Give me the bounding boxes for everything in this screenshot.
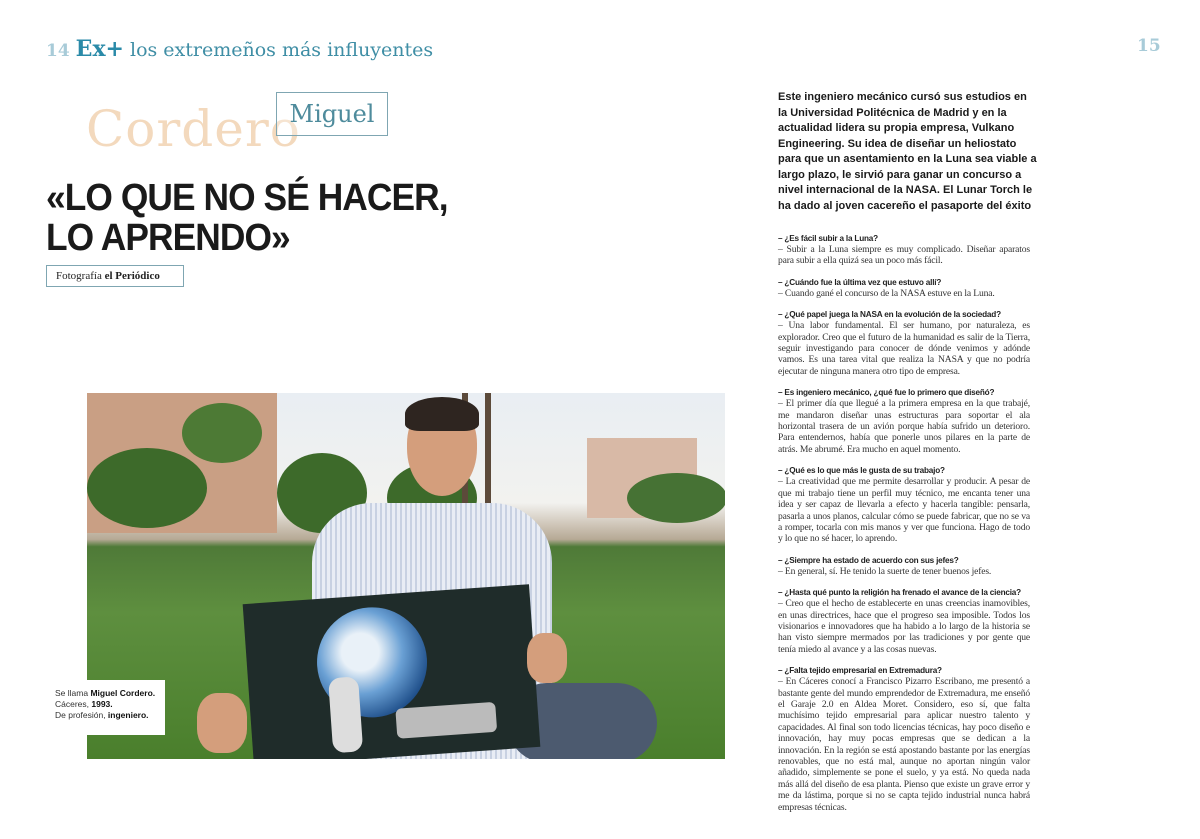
intro-paragraph: Este ingeniero mecánico cursó sus estudios en la Universidad Politécnica de Madrid y en la actualidad lidera su propia empresa, Vulkano Engineering. Su idea de diseñar un heliostato para que un asentamiento en la Luna sea viable a largo plazo, le sirvió para ganar un concurso a nivel internacional de la NASA. El Lunar Torch le ha dado al joven cacereño el pasaporte del éxito <box>778 91 1037 212</box>
answer: – En general, sí. He tenido la suerte de tener buenos jefes. <box>778 565 992 577</box>
tree <box>627 473 725 523</box>
headline <box>46 178 448 258</box>
qa-item <box>778 233 1030 267</box>
question: – ¿Falta tejido empresarial en Extremadura? <box>778 666 942 676</box>
astronaut-image <box>328 676 363 753</box>
headline-line-2: LO APRENDO» <box>46 217 290 259</box>
caption-job: ingeniero. <box>107 710 149 720</box>
answer: – Subir a la Luna siempre es muy complicado. Diseñar aparatos para subir a ella quizá sea un poco más fácil. <box>778 244 1030 267</box>
section-title: los extremeños más influyentes <box>130 39 434 61</box>
qa-item <box>778 309 1030 377</box>
question: – ¿Cuándo fue la última vez que estuvo allí? <box>778 277 942 287</box>
question: – ¿Siempre ha estado de acuerdo con sus jefes? <box>778 555 959 565</box>
rover-image <box>395 702 497 739</box>
first-name: Miguel <box>276 92 388 136</box>
tree <box>182 403 262 463</box>
answer: – Creo que el hecho de establecerte en unas creencias inamovibles, en unas directrices, hace que el progreso sea imposible. Todos los visionarios e innovadores que ha habido a lo largo de la historia se han visto siempre mermados por las tradiciones y por gente que tenía miedo al avance y a las cosas nuevas. <box>778 598 1030 655</box>
credit-label: Fotografía <box>56 270 102 282</box>
answer: – El primer día que llegué a la primera empresa en la que trabajé, me mandaron diseñar unas estructuras para soportar el ala horizontal trasera de un avión porque había sufrido un deterioro. Para entendernos, había que ponerle unos pilares en la parte de atrás. Me abrumé. Era mucho en aquel momento. <box>778 398 1030 455</box>
credit-source: el Periódico <box>104 270 160 282</box>
question: – ¿Qué es lo que más le gusta de su trabajo? <box>778 466 945 476</box>
photo-caption <box>52 680 165 735</box>
qa-item <box>778 555 1030 577</box>
caption-text: Cáceres, <box>55 699 92 709</box>
question: – ¿Hasta qué punto la religión ha frenado el avance de la ciencia? <box>778 588 1021 598</box>
photo-credit <box>46 265 184 287</box>
answer: – La creatividad que me permite desarrollar y producir. A pesar de que mi trabajo tiene un perfil muy técnico, me encanta tener una idea y ser capaz de llevarla a efecto y hacerla tangible: pensarla, pasarla a unos planos, calcular cómo se puede fabricar, que no se va a romper, tocarla con mis manos y ver que funciona. Hago de todo y lo que no sé hacer, lo aprendo. <box>778 476 1030 545</box>
qa-item <box>778 587 1030 655</box>
qa-item <box>778 665 1030 813</box>
caption-year: 1993. <box>91 699 113 709</box>
caption-name: Miguel Cordero. <box>90 688 156 698</box>
page-number-left: 14 <box>46 41 70 61</box>
question: – Es ingeniero mecánico, ¿qué fue lo primero que diseñó? <box>778 388 995 398</box>
left-hand <box>197 693 247 753</box>
brand-logo: Ex+ <box>75 36 124 62</box>
headline-line-1: «LO QUE NO SÉ HACER, <box>46 177 448 219</box>
surname: Cordero <box>86 100 301 158</box>
answer: – En Cáceres conocí a Francisco Pizarro Escribano, me presentó a bastante gente del mundo emprendedor de Extremadura, me enseñó el Garaje 2.0 en Aldea Moret. Considero, eso sí, que falta muchísimo tejido empresarial para aplicar nuestro talento y capacidades. Al final son todo licencias técnicas, hay poco diseño e innovación, hay muy pocas empresas que se dedican a la innovación. En la región se está apostando bastante por las energías renovables, que no está mal, aunque no aportan ningún valor añadido, simplemente se pone el suelo, y ya está. No queda nada más allá del diseño de esa planta. Pienso que existe un grave error y me da lástima, porque si no se capta tejido industrial nunca habrá empresas técnicas. <box>778 676 1030 813</box>
answer: – Una labor fundamental. El ser humano, por naturaleza, es explorador. Creo que el futuro de la humanidad es salir de la Tierra, seguir investigando para conocer de dónde venimos y adónde vamos. Es una tarea vital que realiza la NASA y que no podría ejecutar de ninguna manera otro tipo de empresa. <box>778 320 1030 377</box>
qa-item <box>778 465 1030 544</box>
caption-text: De profesión, <box>55 710 108 720</box>
page-header <box>46 36 433 62</box>
qa-item <box>778 387 1030 455</box>
person-hair <box>405 397 479 431</box>
interview-qa <box>778 233 1030 823</box>
tree <box>87 448 207 528</box>
portrait-photo <box>87 393 725 759</box>
question: – ¿Qué papel juega la NASA en la evolución de la sociedad? <box>778 310 1001 320</box>
question: – ¿Es fácil subir a la Luna? <box>778 234 878 243</box>
caption-text: Se llama <box>55 688 91 698</box>
page-number-right: 15 <box>1137 36 1161 56</box>
answer: – Cuando gané el concurso de la NASA estuve en la Luna. <box>778 287 995 299</box>
right-hand <box>527 633 567 683</box>
qa-item <box>778 277 1030 299</box>
moon-poster <box>243 584 541 759</box>
